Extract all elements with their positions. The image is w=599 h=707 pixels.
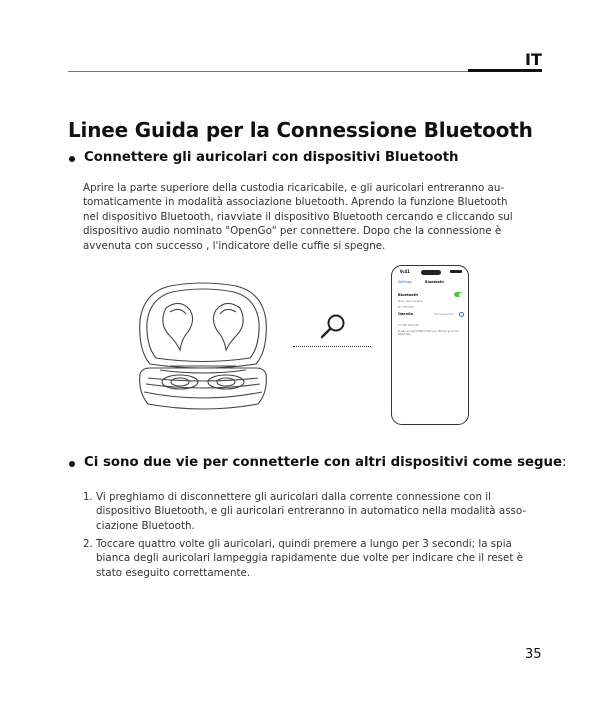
- bullet: [69, 156, 75, 162]
- list-item-line: stato eseguito correttamente.: [96, 566, 251, 579]
- screen-title: Bluetooth: [425, 280, 444, 284]
- info-icon: [459, 312, 464, 317]
- list-item-line: bianca degli auricolari lampeggia rapidamente due volte per indicare che il reset è: [96, 552, 524, 565]
- list-item-line: ciazione Bluetooth.: [96, 519, 195, 532]
- earbuds-case-illustration: [130, 280, 276, 420]
- paragraph-line: tomaticamente in modalità associazione bluetooth. Aprendo la funzione Bluetooth: [83, 196, 508, 209]
- page-title: Linee Guida per la Connessione Bluetooth: [68, 118, 533, 142]
- list-item-line: Toccare quattro volte gli auricolari, quindi premere a lungo per 3 secondi; la spia: [96, 538, 512, 550]
- device-status: Not Connected: [434, 313, 454, 316]
- bluetooth-label: Bluetooth: [398, 293, 418, 297]
- device-name: OpenGo: [398, 312, 414, 316]
- bluetooth-subtext: Now discoverable: [398, 299, 423, 303]
- list-item-number: 1.: [83, 491, 93, 503]
- dotted-connector: [293, 346, 371, 347]
- search-icon: [318, 312, 348, 342]
- list-item-text: [96, 537, 523, 580]
- page-number: 35: [525, 647, 542, 662]
- settings-back-link: Settings: [398, 280, 412, 284]
- language-code: IT: [525, 50, 542, 69]
- section-paragraph: [83, 181, 543, 253]
- list-item-line: Vi preghiamo di disconnettere gli auricolari dalla corrente connessione con il: [96, 491, 491, 503]
- paragraph-line: nel dispositivo Bluetooth, riavviate il dispositivo Bluetooth cercando e cliccando sul: [83, 210, 513, 223]
- paragraph-line: avvenuta con successo , l'indicatore delle cuffie si spegne.: [83, 239, 386, 252]
- section-heading-text: Ci sono due vie per connetterle con altri dispositivi come segue: [84, 455, 562, 470]
- list-item-line: dispositivo Bluetooth, e gli auricolari entreranno in automatico nella modalità asso-: [96, 505, 527, 518]
- header-rule-accent: [468, 69, 542, 72]
- section-heading-other-devices: [84, 455, 566, 470]
- phone-mockup: [391, 265, 469, 425]
- list-item-text: [96, 490, 526, 533]
- signal-icon: [450, 270, 462, 273]
- other-devices-header: OTHER DEVICES: [398, 324, 420, 327]
- status-time: 9:41: [400, 269, 410, 274]
- bullet: [69, 461, 75, 467]
- section-heading-connect: Connettere gli auricolari con dispositivi Bluetooth: [84, 150, 459, 165]
- pairing-note: To pair an Apple Watch with your iPhone, go to the Watch app.: [398, 330, 459, 336]
- section-heading-colon: :: [562, 455, 567, 470]
- list-item-number: 2.: [83, 538, 93, 550]
- bluetooth-toggle: [454, 292, 463, 297]
- phone-notch: [421, 270, 441, 275]
- my-devices-header: MY DEVICES: [398, 306, 414, 309]
- paragraph-line: dispositivo audio nominato "OpenGo" per connettere. Dopo che la connessione è: [83, 225, 502, 238]
- paragraph-line: Aprire la parte superiore della custodia ricaricabile, e gli auricolari entreranno au-: [83, 182, 505, 194]
